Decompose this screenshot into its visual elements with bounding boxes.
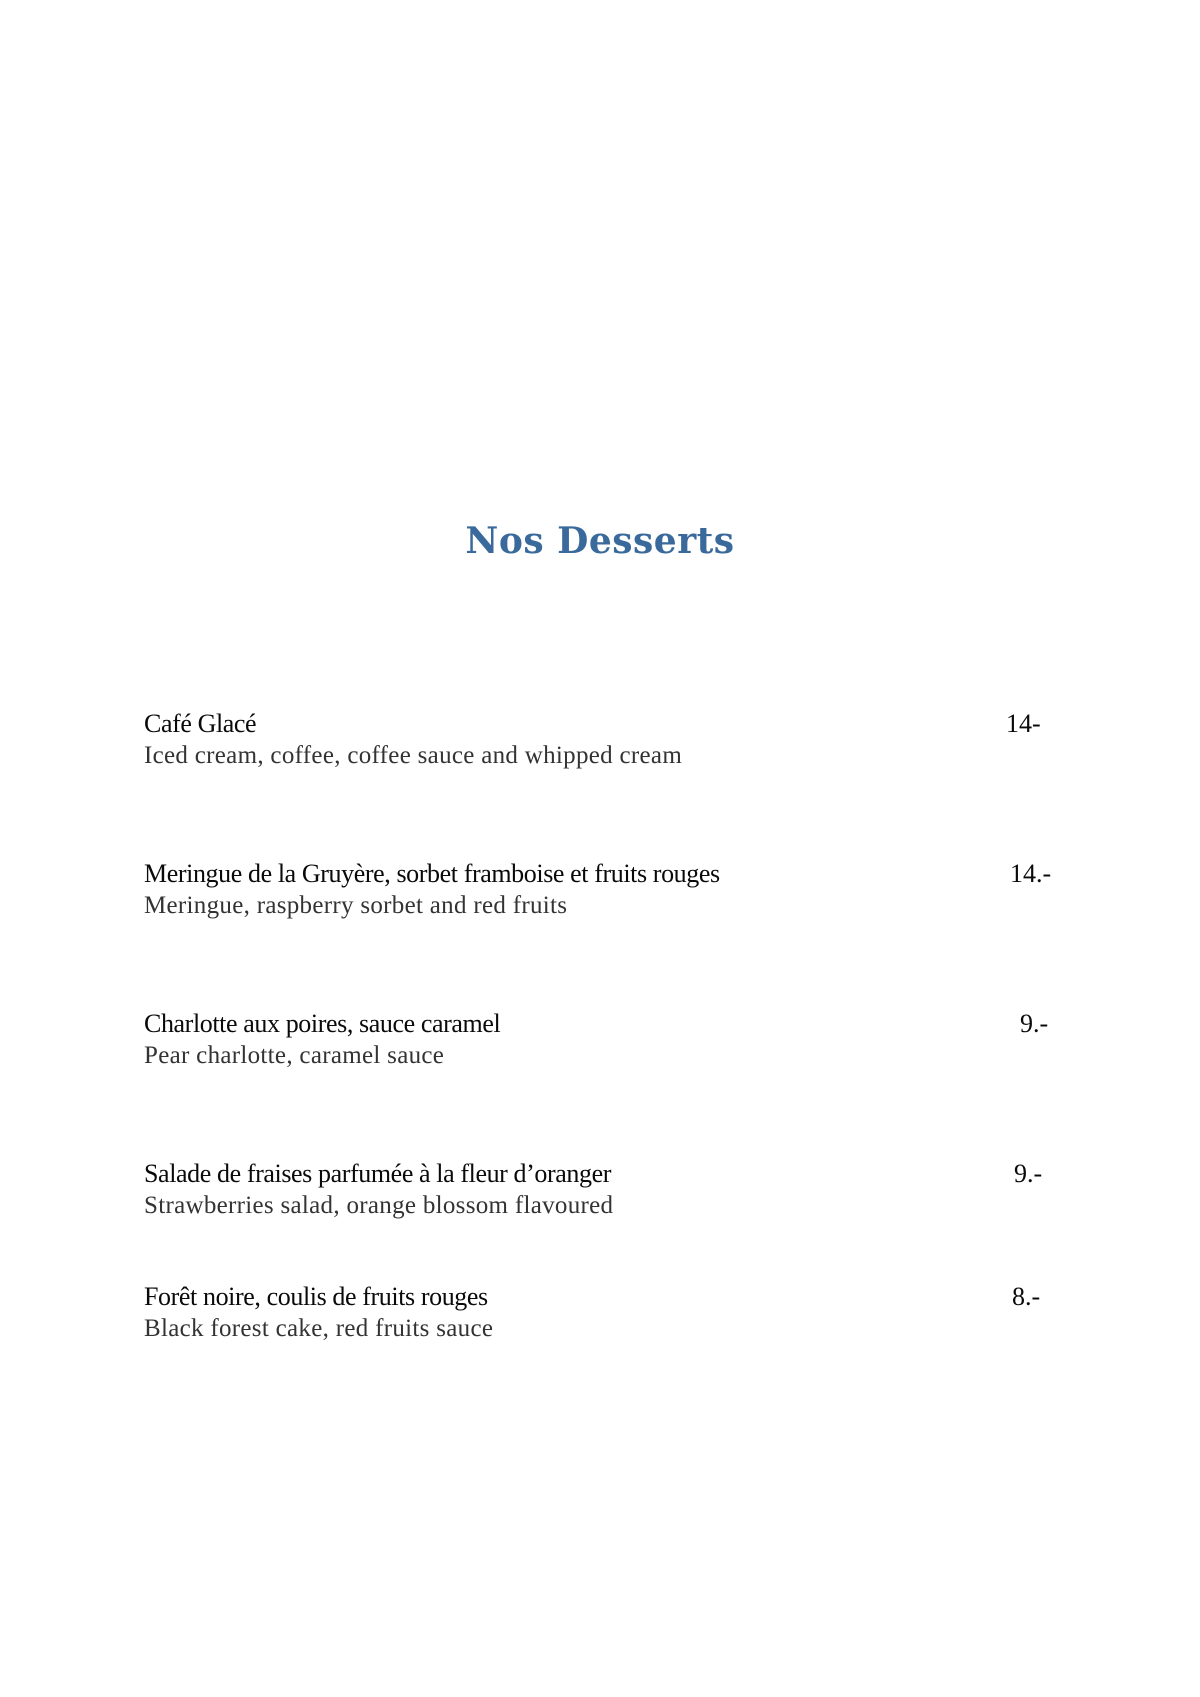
- item-price: 9.-: [1014, 1159, 1043, 1188]
- item-description: Strawberries salad, orange blossom flavoured: [144, 1192, 614, 1219]
- item-name: Meringue de la Gruyère, sorbet framboise et fruits rouges: [144, 859, 720, 888]
- menu-item-charlotte: [144, 1008, 1056, 1072]
- item-description: Iced cream, coffee, coffee sauce and whipped cream: [144, 742, 683, 769]
- item-price: 14.-: [1010, 859, 1052, 888]
- menu-item-cafe-glace: [144, 708, 1056, 772]
- menu-item-salade-fraises: [144, 1158, 1056, 1222]
- item-name: Salade de fraises parfumée à la fleur d’oranger: [144, 1159, 611, 1188]
- menu-item-meringue: [144, 858, 1056, 922]
- item-name: Charlotte aux poires, sauce caramel: [144, 1009, 501, 1038]
- item-price: 14-: [1006, 709, 1041, 738]
- item-description: Pear charlotte, caramel sauce: [144, 1042, 445, 1069]
- item-name: Forêt noire, coulis de fruits rouges: [144, 1282, 488, 1311]
- item-description: Meringue, raspberry sorbet and red fruits: [144, 892, 568, 919]
- item-price: 9.-: [1020, 1009, 1049, 1038]
- page-title: Nos Desserts: [465, 520, 735, 562]
- item-description: Black forest cake, red fruits sauce: [144, 1315, 494, 1342]
- menu-item-foret-noire: [144, 1281, 1056, 1345]
- item-name: Café Glacé: [144, 709, 257, 738]
- item-price: 8.-: [1012, 1282, 1041, 1311]
